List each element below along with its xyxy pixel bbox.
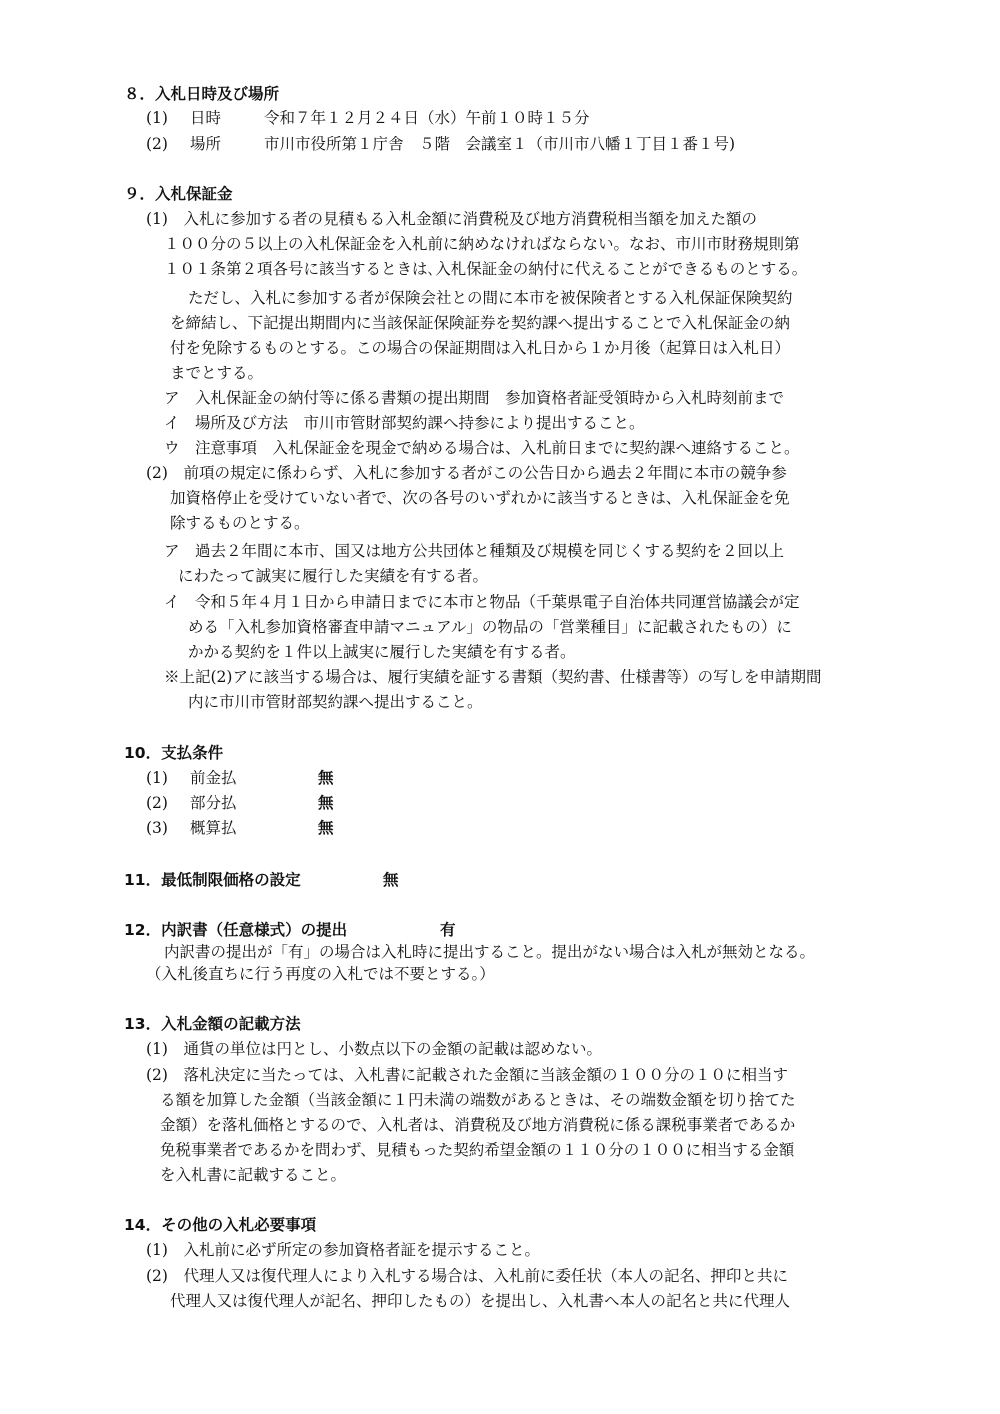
payment-item-value: 無 bbox=[318, 769, 334, 787]
section-9-line: める「入札参加資格審査申請マニュアル」の物品の「営業種目」に記載されたもの）に bbox=[188, 618, 792, 636]
section-9-line: までとする。 bbox=[170, 364, 264, 382]
payment-item-num: (2) bbox=[146, 794, 168, 812]
section-11-value: 無 bbox=[383, 871, 399, 889]
section-13-line: 金額）を落札価格とするので、入札者は、消費税及び地方消費税に係る課税事業者であるか bbox=[160, 1116, 796, 1134]
section-9-line: ア 過去２年間に本市、国又は地方公共団体と種類及び規模を同じくする契約を２回以上 bbox=[164, 542, 785, 560]
payment-item-value: 無 bbox=[318, 794, 334, 812]
section-12-line: 内訳書の提出が「有」の場合は入札時に提出すること。提出がない場合は入札が無効となる。 bbox=[164, 943, 816, 961]
section-8-item-2-value: 市川市役所第１庁舎 ５階 会議室１（市川市八幡１丁目１番１号) bbox=[264, 135, 736, 153]
section-14-line: (2) 代理人又は復代理人により入札する場合は、入札前に委任状（本人の記名、押印と共に bbox=[146, 1267, 788, 1285]
section-9-line: 付を免除するものとする。この場合の保証期間は入札日から１か月後（起算日は入札日） bbox=[170, 339, 791, 357]
section-9-line: イ 場所及び方法 市川市管財部契約課へ持参により提出すること。 bbox=[164, 414, 645, 432]
section-8-item-1-label: 日時 bbox=[190, 109, 222, 127]
section-9-line: １００分の５以上の入札保証金を入札前に納めなければならない。なお、市川市財務規則第 bbox=[164, 235, 800, 253]
section-11-heading: 11．最低制限価格の設定 bbox=[124, 871, 301, 889]
section-9-line: 内に市川市管財部契約課へ提出すること。 bbox=[188, 693, 483, 711]
section-9-line: を締結し、下記提出期間内に当該保証保険証券を契約課へ提出することで入札保証金の納 bbox=[170, 314, 791, 332]
section-9-line: １０１条第２項各号に該当するときは､入札保証金の納付に代えることができるものとする。 bbox=[164, 260, 808, 278]
section-9-line: (2) 前項の規定に係わらず、入札に参加する者がこの公告日から過去２年間に本市の競争参 bbox=[146, 464, 787, 482]
section-12-heading: 12．内訳書（任意様式）の提出 bbox=[124, 921, 348, 939]
section-9-line: (1) 入札に参加する者の見積もる入札金額に消費税及び地方消費税相当額を加えた額の bbox=[146, 210, 757, 228]
section-9-line: ただし、入札に参加する者が保険会社との間に本市を被保険者とする入札保証保険契約 bbox=[188, 289, 793, 307]
payment-item-label: 前金払 bbox=[190, 769, 237, 787]
section-8-item-2-num: (2) bbox=[146, 135, 168, 153]
section-8-item-1-num: (1) bbox=[146, 109, 168, 127]
payment-item-num: (1) bbox=[146, 769, 168, 787]
section-13-heading: 13．入札金額の記載方法 bbox=[124, 1015, 301, 1033]
section-8-heading: ８．入札日時及び場所 bbox=[124, 85, 280, 103]
payment-item-label: 部分払 bbox=[190, 794, 237, 812]
section-12-line: （入札後直ちに行う再度の入札では不要とする。） bbox=[146, 965, 495, 983]
section-13-line: (2) 落札決定に当たっては、入札書に記載された金額に当該金額の１００分の１０に相当す bbox=[146, 1066, 788, 1084]
section-13-line: る額を加算した金額（当該金額に１円未満の端数があるときは、その端数金額を切り捨てた bbox=[160, 1091, 796, 1109]
section-8-item-1-value: 令和７年１２月２４日（水）午前１０時１５分 bbox=[264, 109, 590, 127]
section-9-line: 加資格停止を受けていない者で、次の各号のいずれかに該当するときは、入札保証金を免 bbox=[170, 489, 790, 507]
section-8-item-2-label: 場所 bbox=[190, 135, 222, 153]
section-14-heading: 14．その他の入札必要事項 bbox=[124, 1216, 317, 1234]
section-9-line: ウ 注意事項 入札保証金を現金で納める場合は、入札前日までに契約課へ連絡すること。 bbox=[164, 439, 800, 457]
section-9-heading: ９．入札保証金 bbox=[124, 185, 233, 203]
section-13-line: 免税事業者であるかを問わず、見積もった契約希望金額の１１０分の１００に相当する金額 bbox=[160, 1141, 795, 1159]
section-13-line: (1) 通貨の単位は円とし、小数点以下の金額の記載は認めない。 bbox=[146, 1040, 602, 1058]
payment-item-label: 概算払 bbox=[190, 819, 237, 837]
section-9-line: ア 入札保証金の納付等に係る書類の提出期間 参加資格者証受領時から入札時刻前まで bbox=[164, 389, 785, 407]
section-12-value: 有 bbox=[440, 921, 456, 939]
section-14-line: 代理人又は復代理人が記名、押印したもの）を提出し、入札書へ本人の記名と共に代理人 bbox=[170, 1292, 791, 1310]
payment-item-value: 無 bbox=[318, 819, 334, 837]
payment-item-num: (3) bbox=[146, 819, 168, 837]
section-9-line: かかる契約を１件以上誠実に履行した実績を有する者。 bbox=[188, 643, 576, 661]
section-14-line: (1) 入札前に必ず所定の参加資格者証を提示すること。 bbox=[146, 1241, 540, 1259]
section-9-line: 除するものとする。 bbox=[170, 514, 310, 532]
section-9-line: にわたって誠実に履行した実績を有する者。 bbox=[178, 567, 489, 585]
section-9-line: イ 令和５年４月１日から申請日までに本市と物品（千葉県電子自治体共同運営協議会が定 bbox=[164, 593, 800, 611]
section-10-heading: 10．支払条件 bbox=[124, 744, 224, 762]
section-9-line: ※上記(2)アに該当する場合は、履行実績を証する書類（契約書、仕様書等）の写しを申請期間 bbox=[164, 668, 822, 686]
section-13-line: を入札書に記載すること。 bbox=[160, 1166, 347, 1184]
